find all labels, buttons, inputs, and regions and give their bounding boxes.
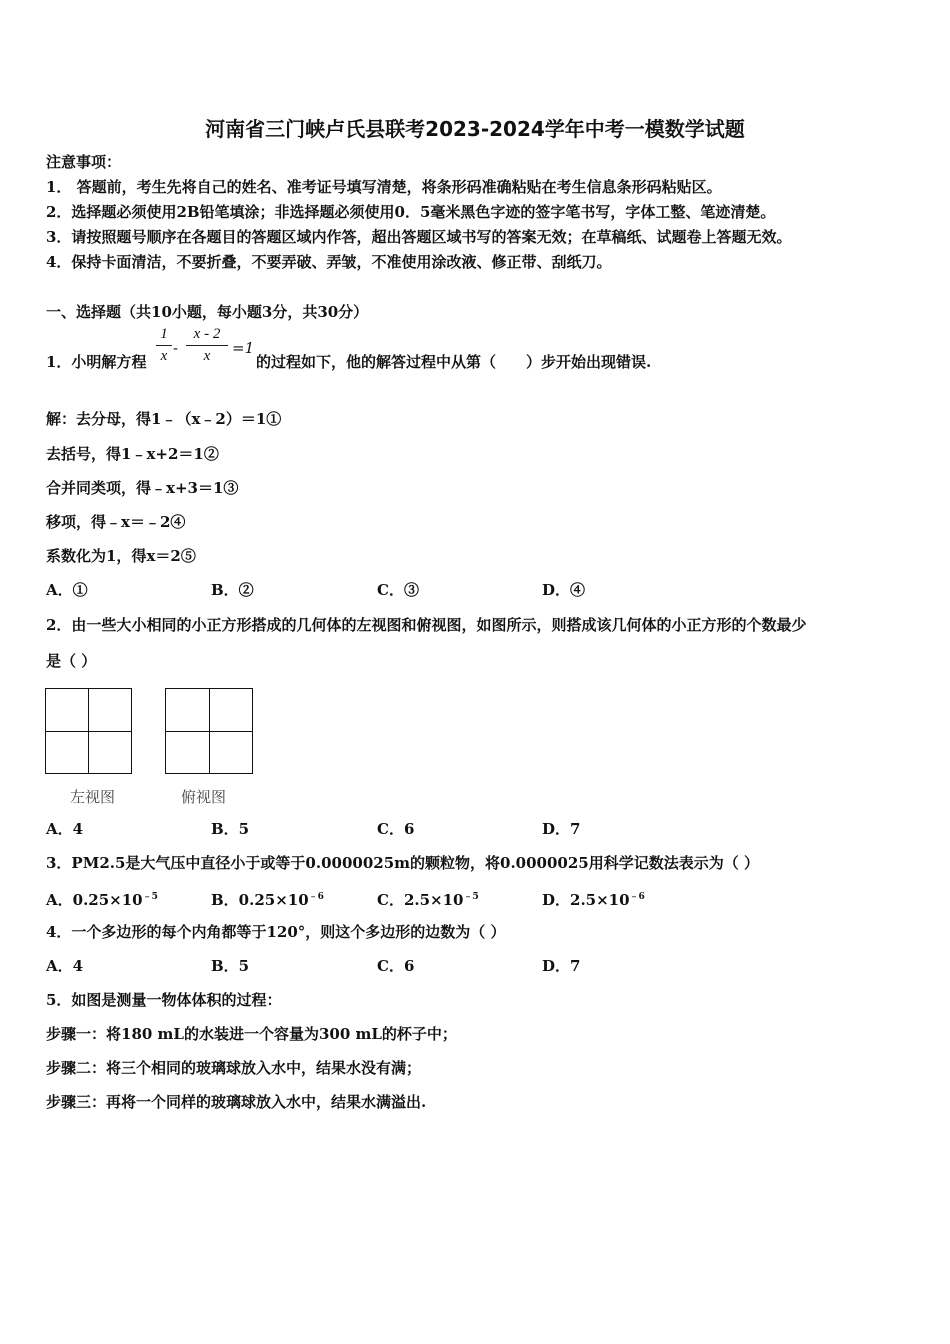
left-view-figure	[45, 688, 132, 774]
q5-step: 步骤三：再将一个同样的玻璃球放入水中，结果水满溢出.	[46, 1093, 427, 1111]
q1-step: 系数化为1，得x＝2⑤	[46, 547, 196, 565]
option-exponent: ﹣5	[463, 892, 479, 902]
q4-option-b: B．5	[211, 957, 250, 975]
q2-text: 是（ ）	[46, 652, 97, 670]
q2-option-d: D．7	[542, 820, 581, 838]
q2-option-b: B．5	[211, 820, 250, 838]
q5-step: 步骤一：将180 mL的水装进一个容量为300 mL的杯子中；	[46, 1025, 457, 1043]
option-base: A．0.25×10	[46, 891, 143, 909]
q3-option-d	[542, 887, 645, 910]
q3-option-c	[377, 887, 479, 910]
q1-step: 移项，得﹣x＝﹣2④	[46, 513, 186, 531]
q4-option-c: C．6	[377, 957, 415, 975]
q2-text: 2．由一些大小相同的小正方形搭成的几何体的左视图和俯视图，如图所示，则搭成该几何体的小正方形的个数最少	[46, 616, 807, 634]
q1-fraction-1	[156, 326, 172, 365]
q1-prefix: 1．小明解方程	[46, 353, 147, 371]
q4-option-a: A．4	[46, 957, 84, 975]
q1-option-a: A．①	[46, 581, 88, 599]
option-base: B．0.25×10	[211, 891, 309, 909]
q1-step: 合并同类项，得﹣x+3＝1③	[46, 479, 239, 497]
q1-suffix: 的过程如下，他的解答过程中从第（ ）步开始出现错误.	[256, 353, 652, 371]
q1-option-c: C．③	[377, 581, 419, 599]
q3-text: 3．PM2.5是大气压中直径小于或等于0.0000025m的颗粒物，将0.0000025用科学记数法表示为（ ）	[46, 854, 759, 872]
fraction-denominator: x	[203, 348, 211, 364]
notice-item: 2．选择题必须使用2B铅笔填涂；非选择题必须使用0．5毫米黑色字迹的签字笔书写，字体工整、笔迹清楚。	[46, 203, 776, 221]
q2-option-c: C．6	[377, 820, 415, 838]
option-exponent: ﹣6	[629, 892, 645, 902]
q1-option-b: B．②	[211, 581, 254, 599]
notice-item: 1． 答题前，考生先将自己的姓名、准考证号填写清楚，将条形码准确粘贴在考生信息条形码粘贴区。	[46, 178, 722, 196]
q4-option-d: D．7	[542, 957, 581, 975]
q4-text: 4．一个多边形的每个内角都等于120°，则这个多边形的边数为（ ）	[46, 923, 506, 941]
q1-minus: -	[173, 339, 179, 357]
q2-option-a: A．4	[46, 820, 84, 838]
notice-item: 4．保持卡面清洁，不要折叠，不要弄破、弄皱，不准使用涂改液、修正带、刮纸刀。	[46, 253, 612, 271]
option-base: C．2.5×10	[377, 891, 464, 909]
q1-option-d: D．④	[542, 581, 586, 599]
fraction-numerator: 1	[160, 326, 168, 342]
left-view-caption: 左视图	[70, 788, 116, 806]
page-title: 河南省三门峡卢氏县联考2023-2024学年中考一模数学试题	[205, 117, 745, 141]
top-view-figure	[165, 688, 253, 774]
option-exponent: ﹣5	[142, 892, 158, 902]
q1-equals: =1	[232, 339, 255, 357]
q5-step: 步骤二：将三个相同的玻璃球放入水中，结果水没有满；	[46, 1059, 422, 1077]
fraction-denominator: x	[160, 348, 168, 364]
notice-item: 3．请按照题号顺序在各题目的答题区域内作答，超出答题区域书写的答案无效；在草稿纸、试题卷上答题无效。	[46, 228, 792, 246]
section-heading: 一、选择题（共10小题，每小题3分，共30分）	[46, 303, 369, 321]
option-base: D．2.5×10	[542, 891, 630, 909]
q1-step: 去括号，得1﹣x+2＝1②	[46, 445, 219, 463]
q3-option-a	[46, 887, 158, 910]
option-exponent: ﹣6	[308, 892, 324, 902]
q5-text: 5．如图是测量一物体体积的过程：	[46, 991, 282, 1009]
q1-step: 解：去分母，得1﹣（x﹣2）＝1①	[46, 410, 282, 428]
q3-option-b	[211, 887, 324, 910]
notice-heading: 注意事项：	[46, 153, 122, 171]
fraction-numerator: x - 2	[193, 326, 221, 342]
q1-fraction-2	[186, 326, 228, 365]
top-view-caption: 俯视图	[181, 788, 227, 806]
